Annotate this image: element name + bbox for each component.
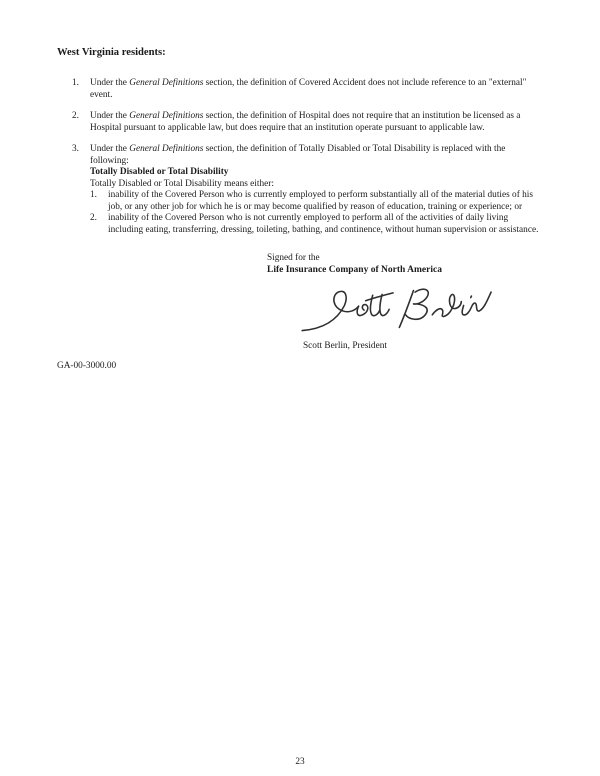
company-name: Life Insurance Company of North America [267,264,442,275]
definition-heading: Totally Disabled or Total Disability [90,167,229,177]
list-item-text [90,78,545,101]
form-number: GA-00-3000.00 [57,360,117,371]
sublist-item [90,190,545,213]
list-item-text [90,111,545,134]
list-item-marker: 1. [72,78,79,88]
sublist-item-text: inability of the Covered Person who is currently employed to perform substantially all of the material duties of his job, or any other job for which he is or may become qualified by reason of education, training or experience; or [108,190,533,212]
document-content [0,0,600,372]
list-item [57,111,545,134]
signed-for-label: Signed for the [267,253,320,263]
item-text-rest: section, the definition of Hospital does not require that an institution be licensed as a Hospital pursuant to applicable law, but does require that an institution operate pursuant to applicable law. [90,111,521,133]
page-title: West Virginia residents: [57,47,166,58]
signer-caption: Scott Berlin, President [303,341,387,351]
list-item-marker: 2. [72,111,79,121]
sublist-item-marker: 2. [90,213,97,223]
item-text-rest: section, the definition of Covered Accident does not include reference to an "external" event. [90,78,527,100]
item-text-rest: section, the definition of Totally Disabled or Total Disability is replaced with the following: [90,144,506,166]
list-item [57,78,545,101]
sublist-item-marker: 1. [90,190,97,200]
definition-sublist [90,190,545,236]
signature-block [267,253,545,353]
page-number: 23 [295,756,305,767]
item-text-prefix: Under the [90,78,130,88]
amendment-list [57,78,545,236]
italic-term: General Definitions [129,111,204,121]
sublist-item [90,213,545,236]
list-item-marker: 3. [72,144,79,154]
list-item-text [90,144,545,236]
italic-term: General Definitions [129,144,204,154]
item-paragraph [90,144,505,166]
sublist-item-text: inability of the Covered Person who is not currently employed to perform all of the activities of daily living including eating, transferring, dressing, toileting, bathing, and continence, without human supervision or assistance. [108,213,539,235]
signature-image [299,285,495,340]
italic-term: General Definitions [129,78,204,88]
item-text-prefix: Under the [90,144,130,154]
list-item [57,144,545,236]
item-text-prefix: Under the [90,111,130,121]
definition-intro: Totally Disabled or Total Disability means either: [90,178,274,189]
